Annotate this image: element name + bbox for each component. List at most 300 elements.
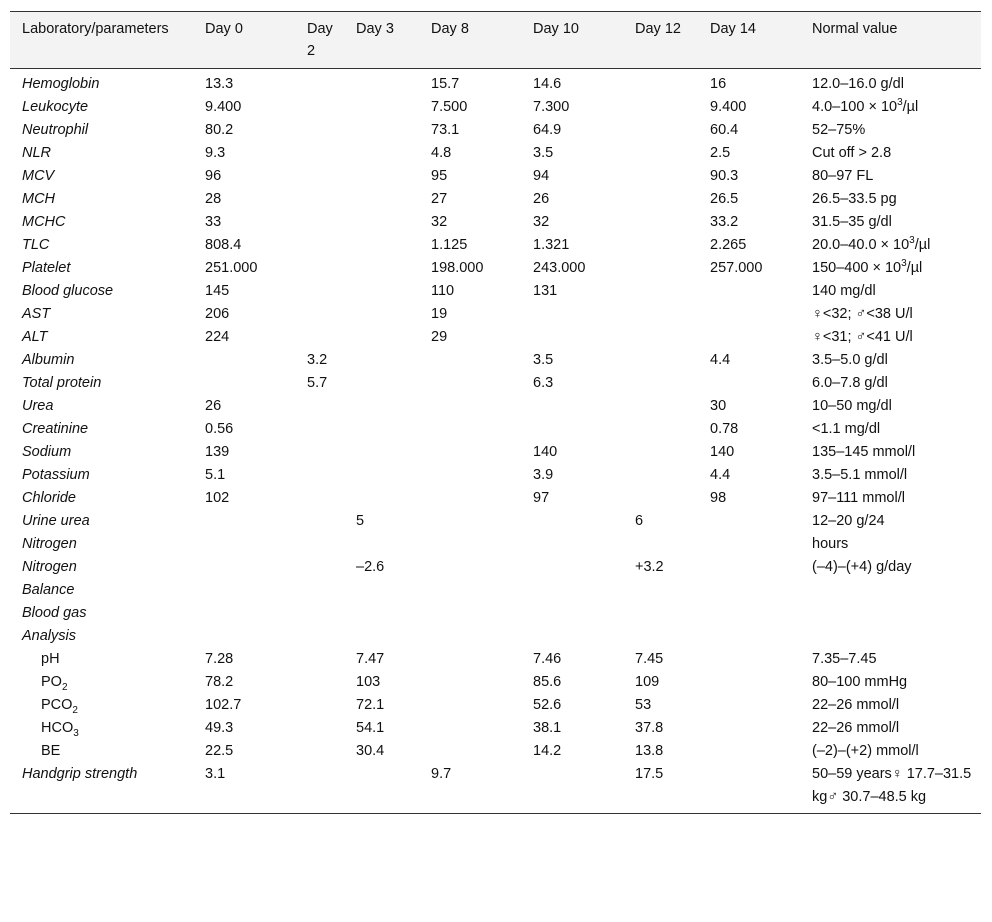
day-8-value: 110 — [431, 283, 455, 299]
day-2-value — [295, 487, 344, 510]
day-0-value — [193, 556, 295, 579]
table-row — [10, 372, 981, 395]
day-0-value — [193, 625, 295, 648]
normal-value: 150–400 × 10 — [812, 260, 902, 276]
day-8-value — [419, 395, 521, 418]
day-12-value — [623, 533, 698, 556]
day-14-value: 26.5 — [710, 191, 739, 207]
day-12-value — [623, 579, 698, 602]
day-8-value: 27 — [431, 191, 448, 207]
day-12-value — [623, 257, 698, 280]
day-2-value — [295, 188, 344, 211]
day-0-value: 26 — [205, 398, 222, 414]
day-2-value — [295, 142, 344, 165]
parameter-label: Albumin — [22, 352, 75, 368]
header-normal-value: Normal value — [800, 12, 981, 69]
day-14-value — [698, 625, 800, 648]
table-row — [10, 142, 981, 165]
day-3-value — [344, 579, 419, 602]
table-row — [10, 740, 981, 763]
day-3-value — [344, 165, 419, 188]
day-3-value — [344, 395, 419, 418]
normal-value: 3.5–5.0 g/dl — [812, 352, 888, 368]
table-row — [10, 303, 981, 326]
day-3-value — [344, 69, 419, 97]
day-3-value — [344, 487, 419, 510]
day-0-value: 224 — [205, 329, 230, 345]
day-0-value — [193, 579, 295, 602]
day-2-value: 3.2 — [307, 352, 328, 368]
day-8-value — [419, 648, 521, 671]
day-8-value — [419, 556, 521, 579]
day-10-value — [521, 579, 623, 602]
day-2-value — [295, 326, 344, 349]
header-parameter: Laboratory/parameters — [10, 12, 193, 69]
day-2-value — [295, 648, 344, 671]
day-3-value — [344, 625, 419, 648]
normal-value: 12.0–16.0 g/dl — [812, 76, 904, 92]
day-14-value: 257.000 — [710, 260, 763, 276]
parameter-cell — [10, 464, 193, 487]
day-10-value: 14.6 — [533, 76, 562, 92]
normal-value: hours — [812, 536, 849, 552]
normal-value-cell — [800, 556, 981, 579]
normal-value-cell — [800, 717, 981, 740]
parameter-label: Potassium — [22, 467, 90, 483]
table-row — [10, 694, 981, 717]
parameter-label: Leukocyte — [22, 99, 89, 115]
normal-value: ♀<32; ♂<38 U/l — [812, 306, 913, 322]
day-12-value — [623, 234, 698, 257]
table-row — [10, 763, 981, 814]
parameter-cell — [10, 142, 193, 165]
day-0-value: 78.2 — [205, 674, 234, 690]
normal-value: 97–111 mmol/l — [812, 490, 905, 506]
day-10-value — [521, 625, 623, 648]
day-0-value: 7.28 — [205, 651, 234, 667]
parameter-cell — [10, 579, 193, 602]
day-8-value: 4.8 — [431, 145, 452, 161]
day-12-value — [623, 395, 698, 418]
day-0-value: 102 — [205, 490, 230, 506]
day-12-value: +3.2 — [635, 559, 664, 575]
day-12-value — [623, 349, 698, 372]
parameter-label: Neutrophil — [22, 122, 89, 138]
day-3-value — [344, 464, 419, 487]
day-8-value: 32 — [431, 214, 448, 230]
parameter-label: TLC — [22, 237, 50, 253]
normal-value: 12–20 g/24 — [812, 513, 885, 529]
day-10-value — [521, 395, 623, 418]
parameter-cell — [10, 487, 193, 510]
normal-value-cell — [800, 671, 981, 694]
normal-value: 10–50 mg/dl — [812, 398, 892, 414]
day-3-value — [344, 234, 419, 257]
day-8-value — [419, 487, 521, 510]
parameter-label: ALT — [22, 329, 48, 345]
day-8-value — [419, 579, 521, 602]
header-row — [10, 12, 981, 69]
day-3-value — [344, 763, 419, 814]
parameter-label: Balance — [22, 582, 75, 598]
day-0-value: 22.5 — [205, 743, 234, 759]
normal-value: 52–75% — [812, 122, 866, 138]
parameter-label: BE — [41, 743, 61, 759]
parameter-label: Nitrogen — [22, 559, 77, 575]
parameter-cell — [10, 372, 193, 395]
day-10-value: 1.321 — [533, 237, 570, 253]
table-row — [10, 280, 981, 303]
day-2-value — [295, 694, 344, 717]
normal-value: (–2)–(+2) mmol/l — [812, 743, 919, 759]
day-14-value — [698, 303, 800, 326]
parameter-cell — [10, 395, 193, 418]
parameter-label: Urea — [22, 398, 54, 414]
day-3-value — [344, 349, 419, 372]
day-12-value: 37.8 — [635, 720, 664, 736]
parameter-label: Platelet — [22, 260, 71, 276]
day-2-value — [295, 510, 344, 533]
day-10-value: 97 — [533, 490, 550, 506]
day-12-value — [623, 211, 698, 234]
day-3-value — [344, 257, 419, 280]
normal-value-cell — [800, 740, 981, 763]
day-14-value: 30 — [710, 398, 727, 414]
day-0-value: 808.4 — [205, 237, 242, 253]
day-12-value — [623, 441, 698, 464]
table-row — [10, 602, 981, 625]
normal-value-cell — [800, 441, 981, 464]
day-12-value: 13.8 — [635, 743, 664, 759]
table-row — [10, 69, 981, 97]
day-10-value: 3.9 — [533, 467, 554, 483]
parameter-cell — [10, 763, 193, 814]
day-2-value — [295, 717, 344, 740]
table-row — [10, 625, 981, 648]
day-3-value — [344, 326, 419, 349]
day-3-value: –2.6 — [356, 559, 385, 575]
parameter-label: pH — [41, 651, 60, 667]
day-0-value — [193, 510, 295, 533]
day-8-value — [419, 694, 521, 717]
header-day-3: Day 3 — [344, 12, 419, 69]
parameter-cell — [10, 694, 193, 717]
normal-value-unit: /µl — [906, 260, 923, 276]
parameter-label: Hemoglobin — [22, 76, 100, 92]
normal-value: 6.0–7.8 g/dl — [812, 375, 888, 391]
table-row — [10, 418, 981, 441]
table-row — [10, 648, 981, 671]
day-12-value — [623, 69, 698, 97]
normal-value: 140 mg/dl — [812, 283, 876, 299]
day-3-value: 103 — [356, 674, 381, 690]
day-12-value — [623, 372, 698, 395]
day-2-value — [295, 119, 344, 142]
day-8-value: 9.7 — [419, 763, 521, 814]
day-8-value — [419, 671, 521, 694]
day-12-value: 6 — [635, 513, 644, 529]
parameter-label: MCV — [22, 168, 55, 184]
parameter-label: Handgrip strength — [22, 766, 138, 782]
header-day-10: Day 10 — [521, 12, 623, 69]
parameter-label: Analysis — [22, 628, 76, 644]
header-day-2: Day 2 — [295, 12, 344, 69]
normal-value-cell — [800, 625, 981, 648]
day-3-value — [344, 418, 419, 441]
normal-value: 7.35–7.45 — [812, 651, 877, 667]
parameter-label: Urine urea — [22, 513, 90, 529]
parameter-cell — [10, 533, 193, 556]
parameter-cell — [10, 510, 193, 533]
table-row — [10, 717, 981, 740]
day-8-value — [419, 625, 521, 648]
day-2-value — [295, 740, 344, 763]
day-14-value — [698, 763, 800, 814]
day-14-value — [698, 740, 800, 763]
table-row — [10, 487, 981, 510]
parameter-label: Chloride — [22, 490, 76, 506]
day-8-value — [419, 372, 521, 395]
parameter-label: PCO — [41, 697, 73, 713]
normal-value-cell — [800, 349, 981, 372]
day-3-value: 5 — [356, 513, 365, 529]
day-2-value — [295, 303, 344, 326]
parameter-label: MCH — [22, 191, 56, 207]
day-8-value: 73.1 — [431, 122, 460, 138]
day-10-value: 26 — [533, 191, 550, 207]
normal-value-cell — [800, 188, 981, 211]
day-12-value — [623, 418, 698, 441]
day-14-value — [698, 717, 800, 740]
day-14-value — [698, 579, 800, 602]
parameter-label: NLR — [22, 145, 52, 161]
table-row — [10, 326, 981, 349]
parameter-cell — [10, 418, 193, 441]
table-row — [10, 188, 981, 211]
header-day-12: Day 12 — [623, 12, 698, 69]
normal-value-cell — [800, 234, 981, 257]
day-0-value: 3.1 — [193, 763, 295, 814]
day-0-value: 9.400 — [205, 99, 242, 115]
day-10-value — [521, 602, 623, 625]
parameter-cell — [10, 234, 193, 257]
day-3-value — [344, 119, 419, 142]
day-2-value — [295, 464, 344, 487]
table-row — [10, 464, 981, 487]
day-14-value: 0.78 — [710, 421, 739, 437]
day-10-value: 38.1 — [533, 720, 562, 736]
normal-value-unit: /µl — [914, 237, 931, 253]
parameter-label: Creatinine — [22, 421, 89, 437]
normal-value: ♀<31; ♂<41 U/l — [812, 329, 913, 345]
parameter-cell — [10, 441, 193, 464]
day-10-value: 7.300 — [533, 99, 570, 115]
parameter-cell — [10, 96, 193, 119]
day-10-value — [521, 326, 623, 349]
day-10-value: 6.3 — [533, 375, 554, 391]
day-8-value — [419, 349, 521, 372]
table-row — [10, 556, 981, 579]
day-0-value: 49.3 — [205, 720, 234, 736]
day-2-value — [295, 165, 344, 188]
parameter-cell — [10, 648, 193, 671]
day-0-value: 9.3 — [205, 145, 226, 161]
normal-value-cell — [800, 602, 981, 625]
normal-value-cell — [800, 487, 981, 510]
day-14-value: 2.5 — [710, 145, 731, 161]
table-row — [10, 441, 981, 464]
day-0-value: 5.1 — [205, 467, 226, 483]
normal-value-cell — [800, 533, 981, 556]
day-0-value: 102.7 — [205, 697, 242, 713]
day-10-value: 94 — [533, 168, 550, 184]
parameter-label: Blood glucose — [22, 283, 114, 299]
day-14-value — [698, 326, 800, 349]
normal-value: 80–100 mmHg — [812, 674, 908, 690]
parameter-cell — [10, 257, 193, 280]
day-10-value: 14.2 — [533, 743, 562, 759]
day-14-value — [698, 602, 800, 625]
day-2-value — [295, 69, 344, 97]
day-8-value: 15.7 — [431, 76, 460, 92]
normal-value-cell — [800, 303, 981, 326]
day-14-value: 16 — [710, 76, 727, 92]
day-2-value — [295, 418, 344, 441]
day-8-value — [419, 418, 521, 441]
day-10-value: 85.6 — [533, 674, 562, 690]
day-14-value — [698, 280, 800, 303]
day-12-value — [623, 280, 698, 303]
header-day-8: Day 8 — [419, 12, 521, 69]
parameter-cell — [10, 602, 193, 625]
day-2-value — [295, 602, 344, 625]
normal-value: 22–26 mmol/l — [812, 697, 900, 713]
day-12-value — [623, 303, 698, 326]
normal-value: 4.0–100 × 10 — [812, 99, 898, 115]
parameter-label: Sodium — [22, 444, 72, 460]
day-3-value — [344, 142, 419, 165]
day-8-value: 198.000 — [431, 260, 484, 276]
parameter-label: HCO — [41, 720, 74, 736]
day-2-value — [295, 533, 344, 556]
day-10-value — [521, 303, 623, 326]
day-3-value — [344, 533, 419, 556]
day-10-value — [521, 510, 623, 533]
parameter-label: Nitrogen — [22, 536, 77, 552]
day-10-value — [521, 418, 623, 441]
day-12-value — [623, 625, 698, 648]
day-12-value — [623, 326, 698, 349]
parameter-cell — [10, 211, 193, 234]
day-14-value: 98 — [710, 490, 727, 506]
day-10-value — [521, 763, 623, 814]
day-0-value: 145 — [205, 283, 230, 299]
day-0-value: 28 — [205, 191, 222, 207]
parameter-cell — [10, 188, 193, 211]
day-12-value — [623, 119, 698, 142]
normal-value: 20.0–40.0 × 10 — [812, 237, 910, 253]
parameter-cell — [10, 556, 193, 579]
normal-value-cell — [800, 579, 981, 602]
day-2-value — [295, 257, 344, 280]
day-8-value: 1.125 — [431, 237, 468, 253]
normal-value: (–4)–(+4) g/day — [812, 559, 912, 575]
day-2-value — [295, 556, 344, 579]
day-10-value — [521, 533, 623, 556]
table-row — [10, 119, 981, 142]
parameter-cell — [10, 69, 193, 97]
day-14-value — [698, 556, 800, 579]
parameter-subscript: 2 — [61, 681, 68, 693]
day-8-value — [419, 740, 521, 763]
normal-value-cell — [800, 165, 981, 188]
day-14-value: 4.4 — [710, 467, 731, 483]
normal-value-cell — [800, 694, 981, 717]
day-3-value — [344, 280, 419, 303]
day-12-value — [623, 602, 698, 625]
normal-value-cell — [800, 280, 981, 303]
parameter-cell — [10, 717, 193, 740]
day-8-value — [419, 441, 521, 464]
day-14-value — [698, 671, 800, 694]
day-14-value: 9.400 — [710, 99, 747, 115]
normal-value: Cut off > 2.8 — [812, 145, 892, 161]
day-14-value: 2.265 — [710, 237, 747, 253]
parameter-cell — [10, 165, 193, 188]
table-row — [10, 579, 981, 602]
parameter-cell — [10, 326, 193, 349]
day-0-value: 33 — [205, 214, 222, 230]
normal-value-exponent: 3 — [909, 235, 915, 247]
day-14-value: 90.3 — [710, 168, 739, 184]
normal-value: 80–97 FL — [812, 168, 874, 184]
table-row — [10, 349, 981, 372]
day-8-value — [419, 717, 521, 740]
day-8-value — [419, 533, 521, 556]
day-8-value: 7.500 — [431, 99, 468, 115]
normal-value-cell — [800, 372, 981, 395]
day-14-value — [698, 510, 800, 533]
day-8-value — [419, 602, 521, 625]
normal-value-exponent: 3 — [901, 258, 907, 270]
day-10-value: 3.5 — [533, 145, 554, 161]
normal-value: 26.5–33.5 pg — [812, 191, 897, 207]
day-2-value — [295, 625, 344, 648]
parameter-cell — [10, 625, 193, 648]
day-12-value — [623, 165, 698, 188]
day-12-value: 109 — [635, 674, 660, 690]
day-14-value: 140 — [710, 444, 735, 460]
day-2-value — [295, 211, 344, 234]
day-14-value: 33.2 — [710, 214, 739, 230]
day-2-value — [295, 280, 344, 303]
day-10-value: 32 — [533, 214, 550, 230]
day-12-value — [623, 188, 698, 211]
normal-value-cell — [800, 326, 981, 349]
parameter-label: MCHC — [22, 214, 66, 230]
day-8-value — [419, 510, 521, 533]
normal-value: 31.5–35 g/dl — [812, 214, 892, 230]
day-3-value — [344, 96, 419, 119]
header-day-0: Day 0 — [193, 12, 295, 69]
day-10-value: 3.5 — [533, 352, 554, 368]
day-0-value — [193, 349, 295, 372]
normal-value-cell — [800, 142, 981, 165]
normal-value-cell — [800, 96, 981, 119]
normal-value-unit: /µl — [902, 99, 919, 115]
parameter-subscript: 2 — [72, 704, 78, 716]
day-14-value: 4.4 — [710, 352, 731, 368]
